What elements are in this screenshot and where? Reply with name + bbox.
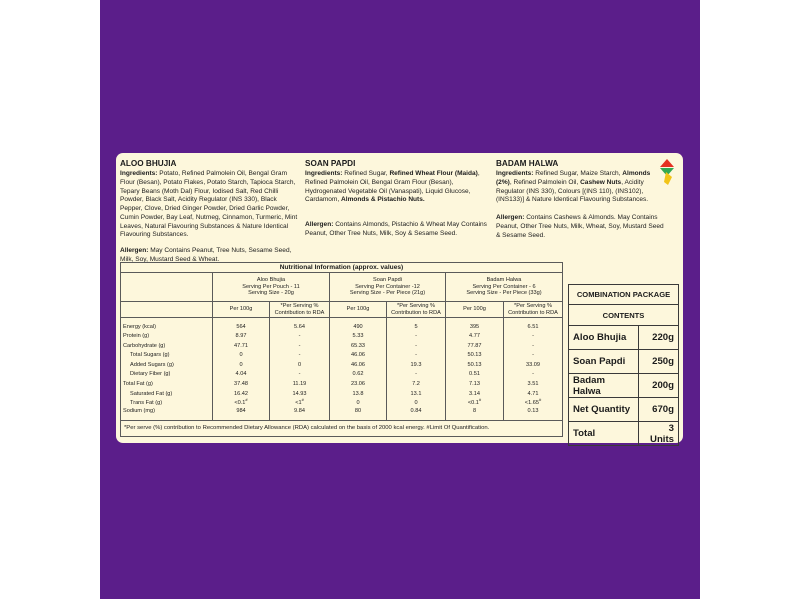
combo-row xyxy=(569,350,679,374)
table-cell: 0 xyxy=(387,399,446,409)
table-cell: - xyxy=(270,331,330,341)
table-cell: 395 xyxy=(446,318,504,332)
nutrition-table xyxy=(120,262,563,437)
table-cell: 14.93 xyxy=(270,389,330,399)
table-cell: 80 xyxy=(330,408,387,421)
combo-label: Total xyxy=(569,422,639,446)
table-cell: 3.14 xyxy=(446,389,504,399)
table-cell: 6.51 xyxy=(504,318,563,332)
nutrient-label: Carbohydrate (g) xyxy=(121,341,213,351)
combo-row xyxy=(569,374,679,398)
table-cell: 4.04 xyxy=(213,370,270,380)
table-row xyxy=(121,351,563,361)
per100-header: Per 100g xyxy=(213,301,270,318)
combination-package-table xyxy=(568,284,679,446)
table-cell: <1.65# xyxy=(504,399,563,409)
nutrient-label-header xyxy=(121,273,213,301)
combo-value: 250g xyxy=(638,350,678,374)
table-cell: - xyxy=(504,341,563,351)
combo-value: 220g xyxy=(638,326,678,350)
table-cell: 50.13 xyxy=(446,360,504,370)
table-cell: 0.13 xyxy=(504,408,563,421)
soan-papdi-allergen: Allergen: Contains Almonds, Pistachio & Wheat May Contains Peanut, Other Tree Nuts, Milk, Soy & Sesame Seed. xyxy=(305,221,487,237)
combo-label: Badam Halwa xyxy=(569,374,639,398)
badam-halwa-title: BADAM HALWA xyxy=(496,159,559,168)
table-cell: 984 xyxy=(213,408,270,421)
table-cell: 47.71 xyxy=(213,341,270,351)
table-cell: - xyxy=(387,331,446,341)
table-row xyxy=(121,341,563,351)
combo-label: Aloo Bhujia xyxy=(569,326,639,350)
nutrient-label: Dietary Fiber (g) xyxy=(121,370,213,380)
table-cell: - xyxy=(387,351,446,361)
table-cell: - xyxy=(504,331,563,341)
table-cell: <0.1# xyxy=(213,399,270,409)
table-cell: 0.84 xyxy=(387,408,446,421)
table-row xyxy=(121,399,563,409)
table-cell: - xyxy=(387,341,446,351)
combo-label: Soan Papdi xyxy=(569,350,639,374)
nutrient-label: Trans Fat (g) xyxy=(121,399,213,409)
combo-row xyxy=(569,326,679,350)
table-cell: 13.8 xyxy=(330,389,387,399)
nutrient-subheader-blank xyxy=(121,301,213,318)
table-cell: 11.19 xyxy=(270,379,330,389)
table-cell: 0 xyxy=(213,351,270,361)
nutrition-table-title: Nutritional Information (approx. values) xyxy=(121,263,563,273)
table-cell: 564 xyxy=(213,318,270,332)
table-cell: - xyxy=(270,370,330,380)
aloo-bhujia-ingredients-text: Ingredients: Potato, Refined Palmolein Oil, Bengal Gram Flour (Besan), Potato Flakes, Potato Starch, Tapioca Starch, Tepary Beans (Moth Dal) Flour, Iodised Salt, Red Chilli Powder, Black Salt, Acidity Regulator (INS 330), Black Pepper, Clove, Dried Ginger Powder, Dried Garlic Powder, Cumin Powder, Bay Leaf, Nutmeg, Cinnamon, Turmeric, Mint Leaves, Natural Flavouring Substances & Nature Identical Flavouring Substances. xyxy=(120,170,298,239)
combo-value: 670g xyxy=(638,398,678,422)
table-row xyxy=(121,360,563,370)
table-cell: 0 xyxy=(330,399,387,409)
nutrient-label: Energy (kcal) xyxy=(121,318,213,332)
aloo-bhujia-allergen: Allergen: May Contains Peanut, Tree Nuts, Sesame Seed, Milk, Soy, Mustard Seed & Wheat. xyxy=(120,247,292,263)
table-row xyxy=(121,318,563,332)
table-cell: <1# xyxy=(270,399,330,409)
combo-title: COMBINATION PACKAGE xyxy=(569,285,679,305)
rda-header: *Per Serving % Contribution to RDA xyxy=(270,301,330,318)
table-row xyxy=(121,370,563,380)
aloo-bhujia-title: ALOO BHUJIA xyxy=(120,159,177,168)
aloo-bhujia-column-header: Aloo Bhujia Serving Per Pouch - 11 Serving Size - 20g xyxy=(213,273,330,301)
table-cell: 8 xyxy=(446,408,504,421)
table-cell: 4.77 xyxy=(446,331,504,341)
table-row xyxy=(121,389,563,399)
nutrient-label: Sodium (mg) xyxy=(121,408,213,421)
soan-papdi-ingredients xyxy=(305,159,487,239)
badam-halwa-column-header: Badam Halwa Serving Per Container - 6 Serving Size - Per Piece (33g) xyxy=(446,273,563,301)
table-cell: - xyxy=(504,351,563,361)
nutrient-label: Added Sugars (g) xyxy=(121,360,213,370)
combo-row xyxy=(569,422,679,446)
combo-value: 200g xyxy=(638,374,678,398)
table-cell: 13.1 xyxy=(387,389,446,399)
table-cell: 46.06 xyxy=(330,360,387,370)
soan-papdi-title: SOAN PAPDI xyxy=(305,159,356,168)
combo-value: 3 Units xyxy=(638,422,678,446)
table-cell: 0.51 xyxy=(446,370,504,380)
table-cell: 5.33 xyxy=(330,331,387,341)
table-cell: 0 xyxy=(213,360,270,370)
nutrient-label: Total Fat (g) xyxy=(121,379,213,389)
soan-papdi-ingredients-text: Ingredients: Refined Sugar, Refined Wheat Flour (Maida), Refined Palmolein Oil, Bengal Gram Flour (Besan), Hydrogenated Vegetable Oil (Vanaspati), Liquid Glucose, Cardamom, Almonds & Pistachio Nuts. xyxy=(305,170,480,204)
table-cell: 33.09 xyxy=(504,360,563,370)
badam-halwa-ingredients xyxy=(496,159,666,240)
per100-header: Per 100g xyxy=(446,301,504,318)
table-cell: 9.84 xyxy=(270,408,330,421)
table-cell: 50.13 xyxy=(446,351,504,361)
nutrient-label: Saturated Fat (g) xyxy=(121,389,213,399)
table-cell: 7.2 xyxy=(387,379,446,389)
table-cell: 65.33 xyxy=(330,341,387,351)
table-cell: 37.48 xyxy=(213,379,270,389)
flag-icon xyxy=(659,158,675,188)
aloo-bhujia-ingredients xyxy=(120,159,298,265)
table-cell: - xyxy=(270,351,330,361)
table-cell: - xyxy=(387,370,446,380)
table-cell: 3.51 xyxy=(504,379,563,389)
rda-header: *Per Serving % Contribution to RDA xyxy=(504,301,563,318)
table-cell: 7.13 xyxy=(446,379,504,389)
table-cell: 5 xyxy=(387,318,446,332)
combo-subtitle: CONTENTS xyxy=(569,305,679,326)
table-cell: 19.3 xyxy=(387,360,446,370)
table-cell: 490 xyxy=(330,318,387,332)
rda-footnote: *Per serve (%) contribution to Recommended Dietary Allowance (RDA) calculated on the basis of 2000 kcal energy. #Limit Of Quantification. xyxy=(121,421,563,437)
per100-header: Per 100g xyxy=(330,301,387,318)
rda-header: *Per Serving % Contribution to RDA xyxy=(387,301,446,318)
table-cell: - xyxy=(504,370,563,380)
combo-label: Net Quantity xyxy=(569,398,639,422)
combo-row xyxy=(569,398,679,422)
table-cell: 16.42 xyxy=(213,389,270,399)
table-cell: 77.87 xyxy=(446,341,504,351)
table-cell: 5.64 xyxy=(270,318,330,332)
badam-halwa-ingredients-text: Ingredients: Refined Sugar, Maize Starch, Almonds (2%), Refined Palmolein Oil, Cashew Nuts, Acidity Regulator (INS 330), Colours [(INS 110), (INS102), (INS133)] & Nature Identical Flavouring Substances. xyxy=(496,170,651,204)
nutrition-label-card xyxy=(116,153,683,443)
table-cell: <0.1# xyxy=(446,399,504,409)
table-cell: 4.71 xyxy=(504,389,563,399)
table-cell: 0.62 xyxy=(330,370,387,380)
table-row xyxy=(121,379,563,389)
badam-halwa-allergen: Allergen: Contains Cashews & Almonds. May Contains Peanut, Other Tree Nuts, Milk, Wheat, Soy, Mustard Seed & Sesame Seed. xyxy=(496,214,664,239)
nutrient-label: Total Sugars (g) xyxy=(121,351,213,361)
table-row xyxy=(121,408,563,421)
soan-papdi-column-header: Soan Papdi Serving Per Container -12 Serving Size - Per Piece (21g) xyxy=(330,273,446,301)
table-cell: 8.97 xyxy=(213,331,270,341)
table-cell: 23.06 xyxy=(330,379,387,389)
nutrient-label: Protein (g) xyxy=(121,331,213,341)
table-row xyxy=(121,331,563,341)
table-cell: 0 xyxy=(270,360,330,370)
table-cell: - xyxy=(270,341,330,351)
table-cell: 46.06 xyxy=(330,351,387,361)
